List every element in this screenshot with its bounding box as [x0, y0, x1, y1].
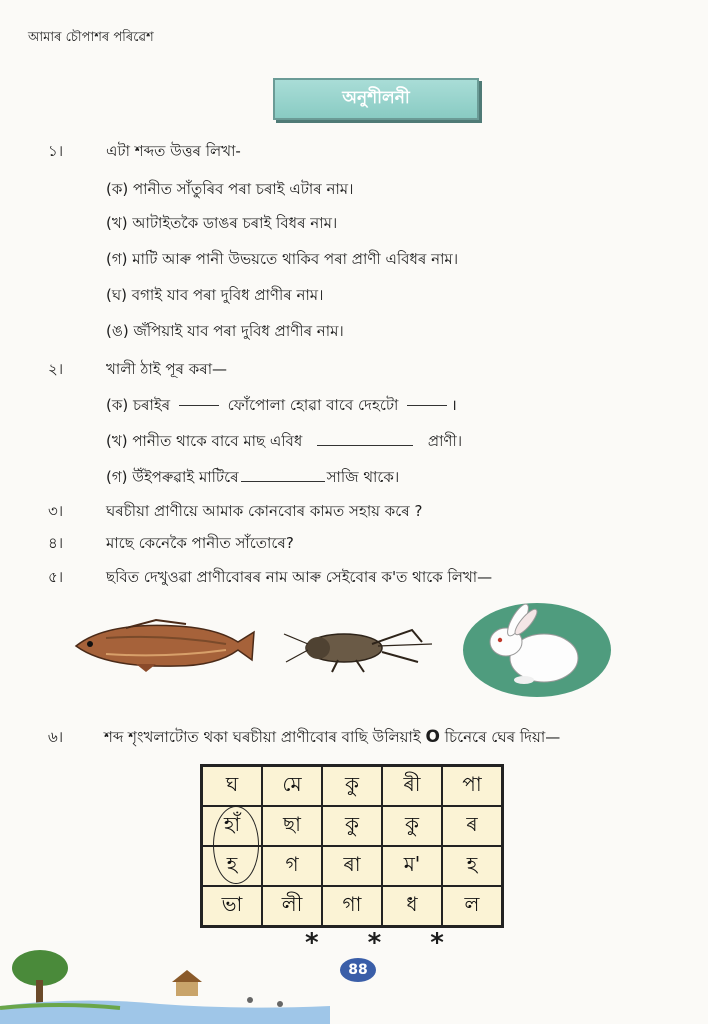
blank-line: [241, 467, 325, 482]
blank-dash: [407, 405, 447, 406]
q2a-middle: ফোঁপোলা হোৱা বাবে দেহটো: [227, 396, 399, 414]
q6-text-start: শব্দ শৃংখলাটোত থকা ঘৰচীয়া প্ৰাণীবোৰ বাছি উলিয়াই: [104, 728, 421, 746]
q2b-prefix: (খ) পানীত থাকে বাবে মাছ এবিধ: [106, 432, 303, 450]
q2c-suffix: সাজি থাকে।: [326, 468, 400, 486]
grid-cell[interactable]: ঘ: [202, 766, 262, 806]
village-scene-illustration: [0, 946, 330, 1024]
question-2-number: ২।: [48, 360, 64, 378]
rabbit-image: [462, 600, 612, 698]
blank-line: [317, 431, 413, 446]
grid-cell[interactable]: পা: [442, 766, 502, 806]
cricket-image: [282, 622, 432, 674]
question-1-item-e: (ঙ) জঁপিয়াই যাব পৰা দুবিধ প্ৰাণীৰ নাম।: [106, 322, 344, 340]
question-3-number: ৩।: [48, 502, 64, 520]
question-4-number: ৪।: [48, 534, 64, 552]
grid-cell[interactable]: হাঁ: [202, 806, 262, 846]
grid-cell[interactable]: গা: [322, 886, 382, 926]
fish-image: [66, 616, 256, 672]
question-1-item-b: (খ) আটাইতকৈ ডাঙৰ চৰাই বিধৰ নাম।: [106, 214, 338, 232]
grid-cell[interactable]: ম': [382, 846, 442, 886]
grid-cell[interactable]: ধ: [382, 886, 442, 926]
grid-cell[interactable]: ল: [442, 886, 502, 926]
question-5-number: ৫।: [48, 568, 64, 586]
q2a-prefix: (ক) চৰাইৰ: [106, 396, 171, 414]
example-circle-mark: [213, 806, 259, 884]
running-header: আমাৰ চৌপাশৰ পৰিৱেশ: [28, 30, 154, 45]
grid-cell[interactable]: ৰ: [442, 806, 502, 846]
q2b-suffix: প্ৰাণী।: [427, 432, 463, 450]
grid-cell[interactable]: কু: [382, 806, 442, 846]
grid-cell[interactable]: হ: [202, 846, 262, 886]
question-1-number: ১।: [48, 142, 64, 160]
question-6-number: ৬।: [48, 728, 64, 746]
question-2-text: খালী ঠাই পূৰ কৰা—: [106, 360, 228, 378]
blank-dash: [179, 405, 219, 406]
grid-cell[interactable]: কু: [322, 766, 382, 806]
question-6-text: [104, 726, 560, 751]
grid-cell[interactable]: ৰী: [382, 766, 442, 806]
grid-cell[interactable]: ৰা: [322, 846, 382, 886]
grid-cell[interactable]: মে: [262, 766, 322, 806]
grid-cell[interactable]: হ: [442, 846, 502, 886]
grid-cell[interactable]: ভা: [202, 886, 262, 926]
question-1-item-d: (ঘ) বগাই যাব পৰা দুবিধ প্ৰাণীৰ নাম।: [106, 286, 324, 304]
question-2-item-c: [106, 466, 399, 491]
circle-symbol: O: [425, 727, 440, 747]
q2c-prefix: (গ) উঁইপৰুৱাই মাটিৰে: [106, 468, 239, 486]
question-1-item-a: (ক) পানীত সাঁতুৰিব পৰা চৰাই এটাৰ নাম।: [106, 180, 354, 198]
question-2-item-b: [106, 430, 462, 455]
q6-text-end: চিনেৰে ঘেৰ দিয়া—: [444, 728, 561, 746]
question-1-item-c: (গ) মাটি আৰু পানী উভয়তে থাকিব পৰা প্ৰাণী এবিধৰ নাম।: [106, 250, 459, 268]
grid-cell[interactable]: গ: [262, 846, 322, 886]
section-end-stars: * * *: [305, 928, 464, 958]
question-3-text: ঘৰচীয়া প্ৰাণীয়ে আমাক কোনবোৰ কামত সহায় কৰে ?: [106, 502, 423, 520]
grid-cell[interactable]: ছা: [262, 806, 322, 846]
question-5-text: ছবিত দেখুওৱা প্ৰাণীবোৰৰ নাম আৰু সেইবোৰ ক'ত থাকে লিখা—: [106, 568, 493, 586]
question-4-text: মাছে কেনেকৈ পানীত সাঁতোৰে?: [106, 534, 294, 552]
grid-cell[interactable]: কু: [322, 806, 382, 846]
grid-cell[interactable]: লী: [262, 886, 322, 926]
q2a-end: ।: [451, 396, 457, 414]
question-1-text: এটা শব্দত উত্তৰ লিখা-: [106, 142, 241, 160]
section-heading: অনুশীলনী: [273, 78, 479, 120]
page-number: 88: [340, 958, 376, 982]
question-2-item-a: [106, 394, 457, 419]
